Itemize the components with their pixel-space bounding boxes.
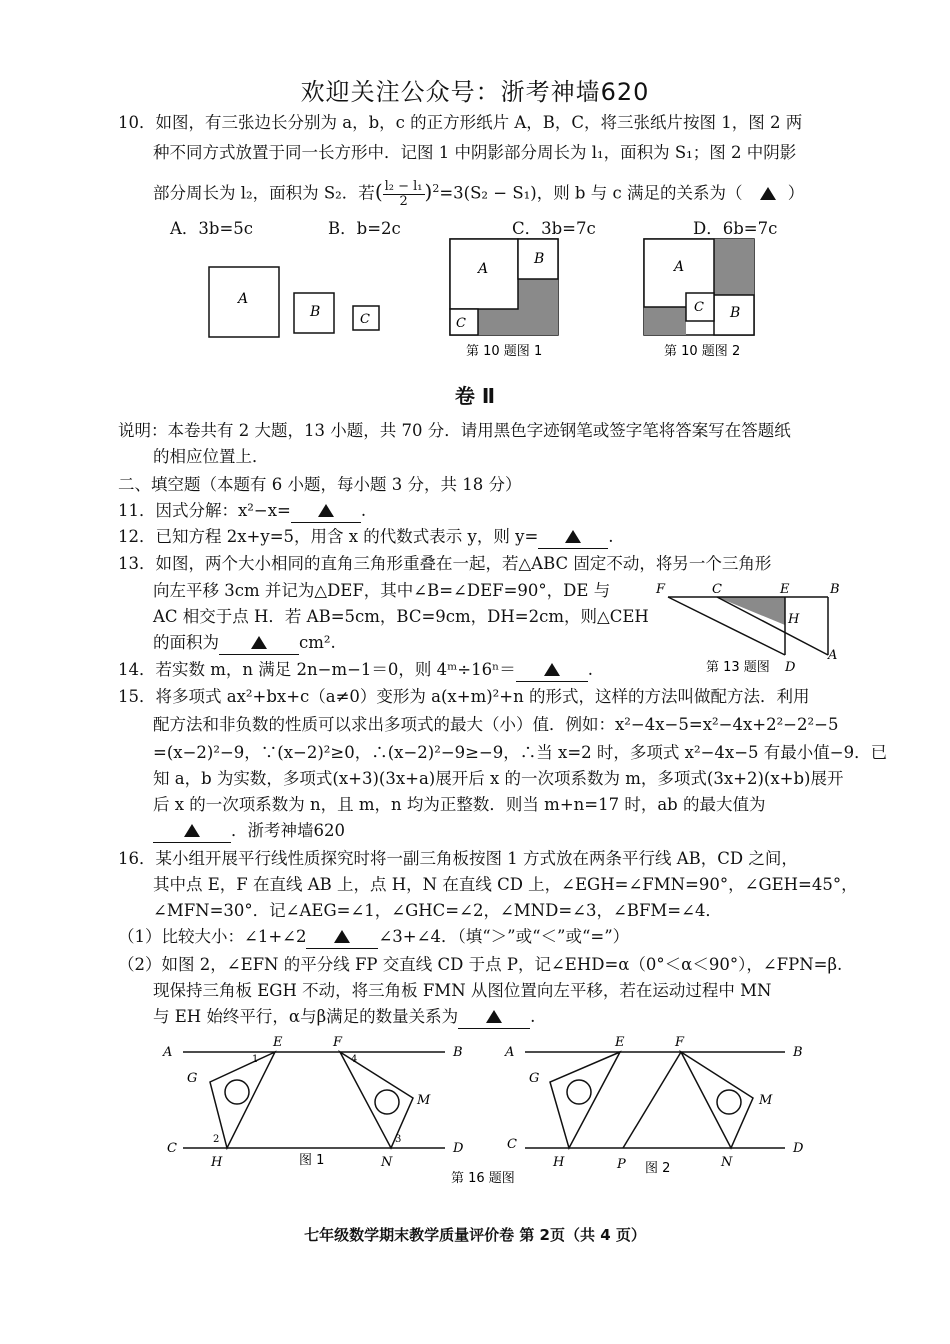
q16-part2-line3: 与 EH 始终平行，α与β满足的数量关系为 . — [153, 1006, 535, 1029]
q16-line2: 其中点 E，F 在直线 AB 上，点 H，N 在直线 CD 上，∠EGH=∠FMN=90°，∠GEH=45°， — [153, 875, 858, 894]
fig2-label-a: A — [505, 1045, 515, 1060]
q12-text: 12．已知方程 2x+y=5，用含 x 的代数式表示 y，则 y= — [118, 527, 539, 546]
fig1-label-m: M — [417, 1093, 431, 1108]
q10-close-paren: ） — [787, 183, 805, 203]
q16-part2-line3-text: 与 EH 始终平行，α与β满足的数量关系为 — [153, 1007, 459, 1026]
q10-line3-rest: =3(S₂ − S₁)，则 b 与 c 满足的关系为（ — [439, 183, 743, 203]
fig1-label-b: B — [453, 1045, 463, 1060]
fig2-triangle-egh — [550, 1052, 620, 1148]
label-b: B — [830, 582, 840, 597]
fig2-label-d: D — [793, 1141, 804, 1156]
part2-title: 卷 Ⅱ — [454, 384, 496, 408]
fig2-shade-left — [644, 307, 686, 335]
q15-line6-text: ．浙考神墙620 — [231, 821, 345, 840]
label-h: H — [788, 612, 800, 627]
answer-triangle-icon — [318, 504, 334, 517]
shade-ceh — [717, 597, 785, 625]
q12: 12．已知方程 2x+y=5，用含 x 的代数式表示 y，则 y= . — [118, 526, 614, 549]
answer-triangle-icon — [760, 187, 776, 200]
fig2-label-g: G — [529, 1071, 540, 1086]
note-line2: 的相应位置上． — [153, 447, 269, 466]
q16-part2-line2: 现保持三角板 EGH 不动，将三角板 FMN 从图位置向左平移，若在运动过程中 MN — [153, 981, 772, 1000]
label-a: A — [828, 648, 838, 663]
q15-line2: 配方法和非负数的性质可以求出多项式的最大（小）值．例如：x²−4x−5=x²−4x+2²−2²−5 — [153, 715, 839, 734]
fig1-label-g: G — [187, 1071, 198, 1086]
fig1-label-c: C — [456, 316, 466, 331]
fig1-angle-2: 2 — [213, 1134, 220, 1145]
q13-line2: 向左平移 3cm 并记为△DEF，其中∠B=∠DEF=90°，DE 与 — [153, 581, 611, 600]
q15-line3: =(x−2)²−9，∵(x−2)²≥0，∴(x−2)²−9≥−9，∴当 x=2 时，多项式 x²−4x−5 有最小值−9．已 — [153, 743, 888, 762]
q13-line4 — [153, 632, 336, 655]
fig1-angle-3: 3 — [395, 1134, 402, 1145]
page-footer: 七年级数学期末教学质量评价卷 第 2页（共 4 页） — [304, 1226, 646, 1244]
label-c: C — [360, 312, 370, 327]
q13-line3: AC 相交于点 H．若 AB=5cm，BC=9cm，DH=2cm，则△CEH — [153, 607, 649, 626]
fig1-label-d: D — [453, 1141, 464, 1156]
q16-line3: ∠MFN=30°．记∠AEG=∠1，∠GHC=∠2，∠MND=∠3，∠BFM=∠4． — [153, 901, 722, 920]
fig1-label-b: B — [534, 251, 545, 267]
fig2-label-b: B — [730, 305, 741, 321]
fig1-caption: 第 10 题图 1 — [466, 344, 543, 359]
q13-figure — [650, 575, 860, 685]
q14-text: 14．若实数 m，n 满足 2n−m−1＝0，则 4ᵐ÷16ⁿ＝ — [118, 660, 516, 679]
q10-option-a: A．3b=5c — [170, 219, 254, 238]
fig2-label-c: C — [507, 1137, 517, 1152]
fig1-triangle-egh — [210, 1052, 275, 1148]
q14: 14．若实数 m，n 满足 2n−m−1＝0，则 4ᵐ÷16ⁿ＝ . — [118, 659, 593, 682]
answer-triangle-icon — [486, 1010, 502, 1023]
fig2-label-c: C — [694, 300, 704, 315]
label-b: B — [310, 304, 321, 320]
fig2-label-f: F — [675, 1035, 685, 1050]
fig2-bisector-fp — [623, 1052, 681, 1148]
answer-triangle-icon — [184, 824, 200, 837]
fig2-caption: 图 2 — [645, 1161, 671, 1176]
label-e: E — [780, 582, 790, 597]
fig1-label-h: H — [211, 1155, 223, 1170]
fig1-label-c: C — [167, 1141, 177, 1156]
answer-triangle-icon — [334, 930, 350, 943]
q10-frac-num: l₂ − l₁ — [384, 178, 423, 194]
note-line1: 说明：本卷共有 2 大题，13 小题，共 70 分．请用黑色字迹钢笔或签字笔将答案写在答题纸 — [118, 421, 791, 440]
q15-line5: 后 x 的一次项系数为 n，且 m，n 均为正整数．则当 m+n=17 时，ab 的最大值为 — [153, 795, 766, 814]
q16-part1-rest: ∠3+∠4．（填“＞”或“＜”或“=”） — [378, 927, 630, 946]
fig2-label-b: B — [793, 1045, 803, 1060]
fig1-label-a: A — [478, 261, 489, 277]
q13-line1: 13．如图，两个大小相同的直角三角形重叠在一起，若△ABC 固定不动，将另一个三角形 — [118, 554, 772, 573]
q10-option-d: D．6b=7c — [693, 219, 778, 238]
label-d: D — [785, 660, 796, 675]
label-c: C — [712, 582, 722, 597]
q15-line4: 知 a，b 为实数，多项式(x+3)(3x+a)展开后 x 的一次项系数为 m，多项式(3x+2)(x+b)展开 — [153, 769, 844, 788]
fig1-label-n: N — [381, 1155, 393, 1170]
q11: 11．因式分解：x²−x= . — [118, 500, 366, 523]
fig1-caption: 图 1 — [299, 1153, 325, 1168]
fig1-label-f: F — [333, 1035, 343, 1050]
answer-triangle-icon — [565, 530, 581, 543]
fig1-label-e: E — [273, 1035, 283, 1050]
fig2-caption: 第 10 题图 2 — [664, 344, 741, 359]
q15-line1: 15．将多项式 ax²+bx+c（a≠0）变形为 a(x+m)²+n 的形式，这样的方法叫做配方法．利用 — [118, 687, 810, 706]
q16-line1: 16．某小组开展平行线性质探究时将一副三角板按图 1 方式放在两条平行线 AB，CD 之间， — [118, 849, 798, 868]
answer-triangle-icon — [251, 636, 267, 649]
q10-line3-text: 部分周长为 l₂，面积为 S₂．若 — [153, 183, 375, 203]
fig1-angle-1: 1 — [252, 1054, 259, 1065]
q16-figures — [155, 1030, 835, 1190]
fig2-shade-right — [714, 239, 754, 295]
fig2-label-n: N — [721, 1155, 733, 1170]
fig2-label-h: H — [553, 1155, 565, 1170]
q13-line4-text: 的面积为 — [153, 633, 219, 652]
q16-part1 — [118, 926, 629, 949]
q10-option-b: B．b=2c — [328, 219, 401, 238]
q16-caption: 第 16 题图 — [451, 1171, 515, 1186]
fig2-label-e: E — [615, 1035, 625, 1050]
q16-part1-text: （1）比较大小：∠1+∠2 — [118, 927, 307, 946]
q15-line6 — [153, 820, 345, 843]
label-a: A — [238, 291, 249, 307]
fig2-label-a: A — [674, 259, 685, 275]
q13-caption: 第 13 题图 — [706, 660, 770, 675]
q13-unit: cm². — [299, 633, 336, 652]
fig2-label-p: P — [617, 1157, 626, 1172]
fig1-label-a: A — [163, 1045, 173, 1060]
q10-frac-den: 2 — [399, 193, 408, 209]
q10-line2: 种不同方式放置于同一长方形中．记图 1 中阴影部分周长为 l₁，面积为 S₁；图 2 中阴影 — [153, 143, 797, 162]
q10-line3: 部分周长为 l₂，面积为 S₂．若( $\frac{\text{l₂ − l₁}}{2}$ )$^2$=3(S₂ − S₁)，则 b 与 c 满足的关系为（ ） — [153, 178, 805, 209]
page-header: 欢迎关注公众号：浙考神墙620 — [300, 78, 650, 106]
q10-line1: 10．如图，有三张边长分别为 a，b，c 的正方形纸片 A，B，C，将三张纸片按图 1，图 2 两 — [118, 113, 803, 132]
q16-part2-line1: （2）如图 2，∠EFN 的平分线 FP 交直线 CD 于点 P，记∠EHD=α（0°＜α＜90°），∠FPN=β. — [118, 955, 843, 974]
q10-option-c: C．3b=7c — [512, 219, 596, 238]
label-f: F — [656, 582, 666, 597]
section2-heading: 二、填空题（本题有 6 小题，每小题 3 分，共 18 分） — [118, 475, 522, 494]
fig2-label-m: M — [759, 1093, 773, 1108]
q11-text: 11．因式分解：x²−x= — [118, 501, 291, 520]
fig1-triangle-fmn — [340, 1052, 413, 1148]
fig1-angle-4: 4 — [351, 1054, 358, 1065]
answer-triangle-icon — [544, 663, 560, 676]
q10-figures — [200, 235, 800, 365]
